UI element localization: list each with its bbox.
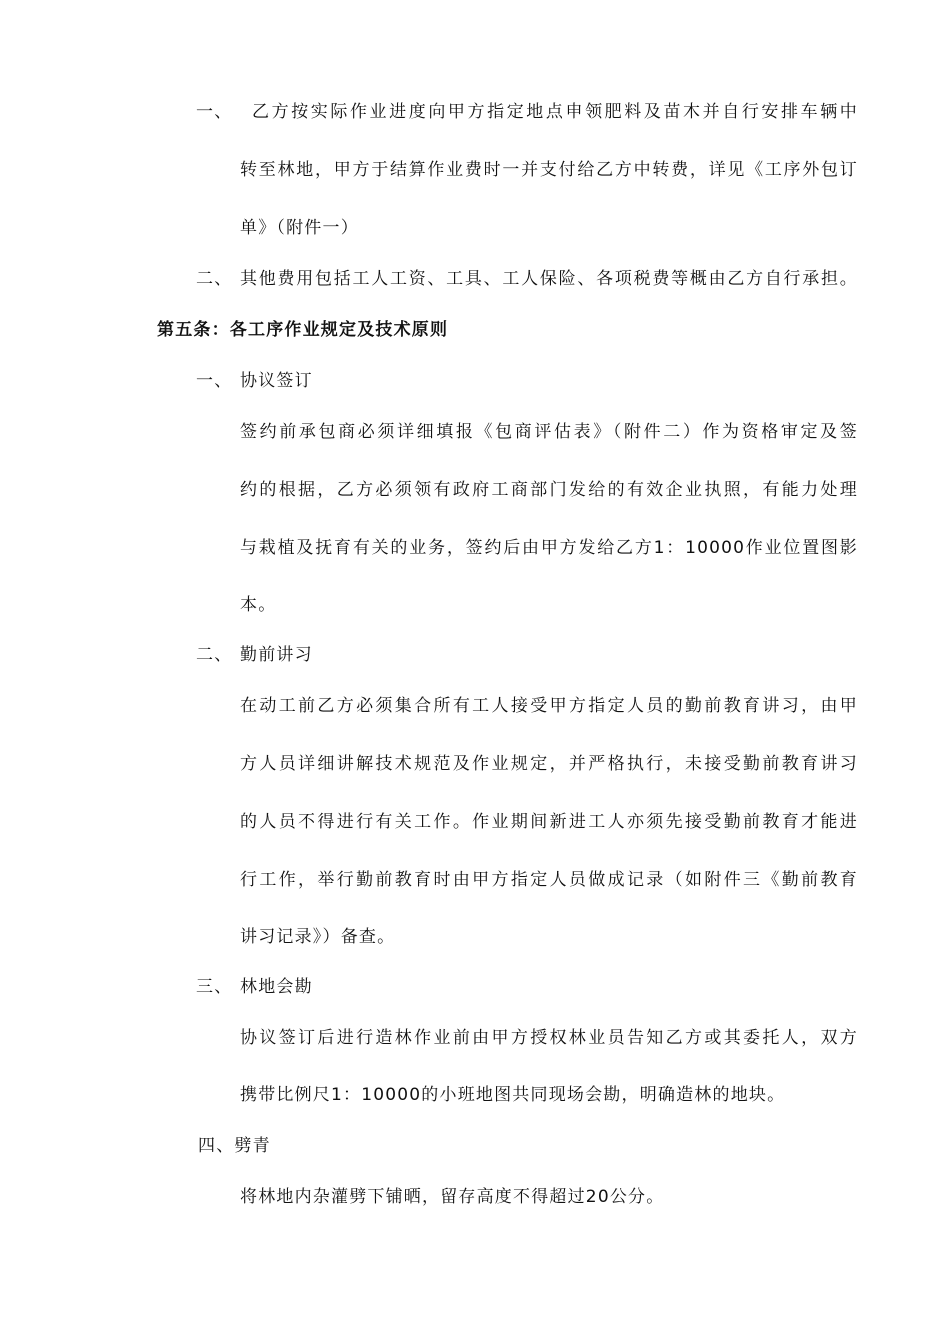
paragraph-line: 约的根据，乙方必须领有政府工商部门发给的有效企业执照，有能力处理 <box>240 480 858 500</box>
paragraph-line: 方人员详细讲解技术规范及作业规定，并严格执行，未接受勤前教育讲习 <box>240 754 858 774</box>
paragraph-line: 本。 <box>240 595 277 615</box>
paragraph-line: 携带比例尺1：10000的小班地图共同现场会勘，明确造林的地块。 <box>240 1085 786 1105</box>
paragraph-line: 将林地内杂灌劈下铺晒，留存高度不得超过20公分。 <box>240 1187 665 1207</box>
item-number: 一、 <box>196 371 233 391</box>
subsection-title: 勤前讲习 <box>240 645 313 665</box>
paragraph-line: 单》（附件一） <box>240 218 359 238</box>
item-number: 二、 <box>196 269 233 289</box>
paragraph-line: 与栽植及抚育有关的业务，签约后由甲方发给乙方1：10000作业位置图影 <box>240 538 858 558</box>
paragraph-line: 在动工前乙方必须集合所有工人接受甲方指定人员的勤前教育讲习，由甲 <box>240 696 858 716</box>
item-number: 二、 <box>196 645 233 665</box>
paragraph-line: 转至林地，甲方于结算作业费时一并支付给乙方中转费，详见《工序外包订 <box>240 160 858 180</box>
paragraph-line: 协议签订后进行造林作业前由甲方授权林业员告知乙方或其委托人，双方 <box>240 1028 858 1048</box>
paragraph-line: 讲习记录》）备查。 <box>240 927 396 947</box>
paragraph-line: 乙方按实际作业进度向甲方指定地点申领肥料及苗木并自行安排车辆中 <box>252 102 858 122</box>
paragraph-line: 的人员不得进行有关工作。作业期间新进工人亦须先接受勤前教育才能进 <box>240 812 858 832</box>
section-heading: 第五条：各工序作业规定及技术原则 <box>157 320 449 340</box>
subsection-title: 协议签订 <box>240 371 313 391</box>
paragraph-line: 其他费用包括工人工资、工具、工人保险、各项税费等概由乙方自行承担。 <box>240 269 858 289</box>
item-number: 三、 <box>196 977 233 997</box>
paragraph-line: 行工作，举行勤前教育时由甲方指定人员做成记录（如附件三《勤前教育 <box>240 870 858 890</box>
item-number: 一、 <box>196 102 233 122</box>
subsection-title: 林地会勘 <box>240 977 313 997</box>
subsection-title: 四、劈青 <box>198 1136 271 1156</box>
paragraph-line: 签约前承包商必须详细填报《包商评估表》（附件二）作为资格审定及签 <box>240 422 858 442</box>
